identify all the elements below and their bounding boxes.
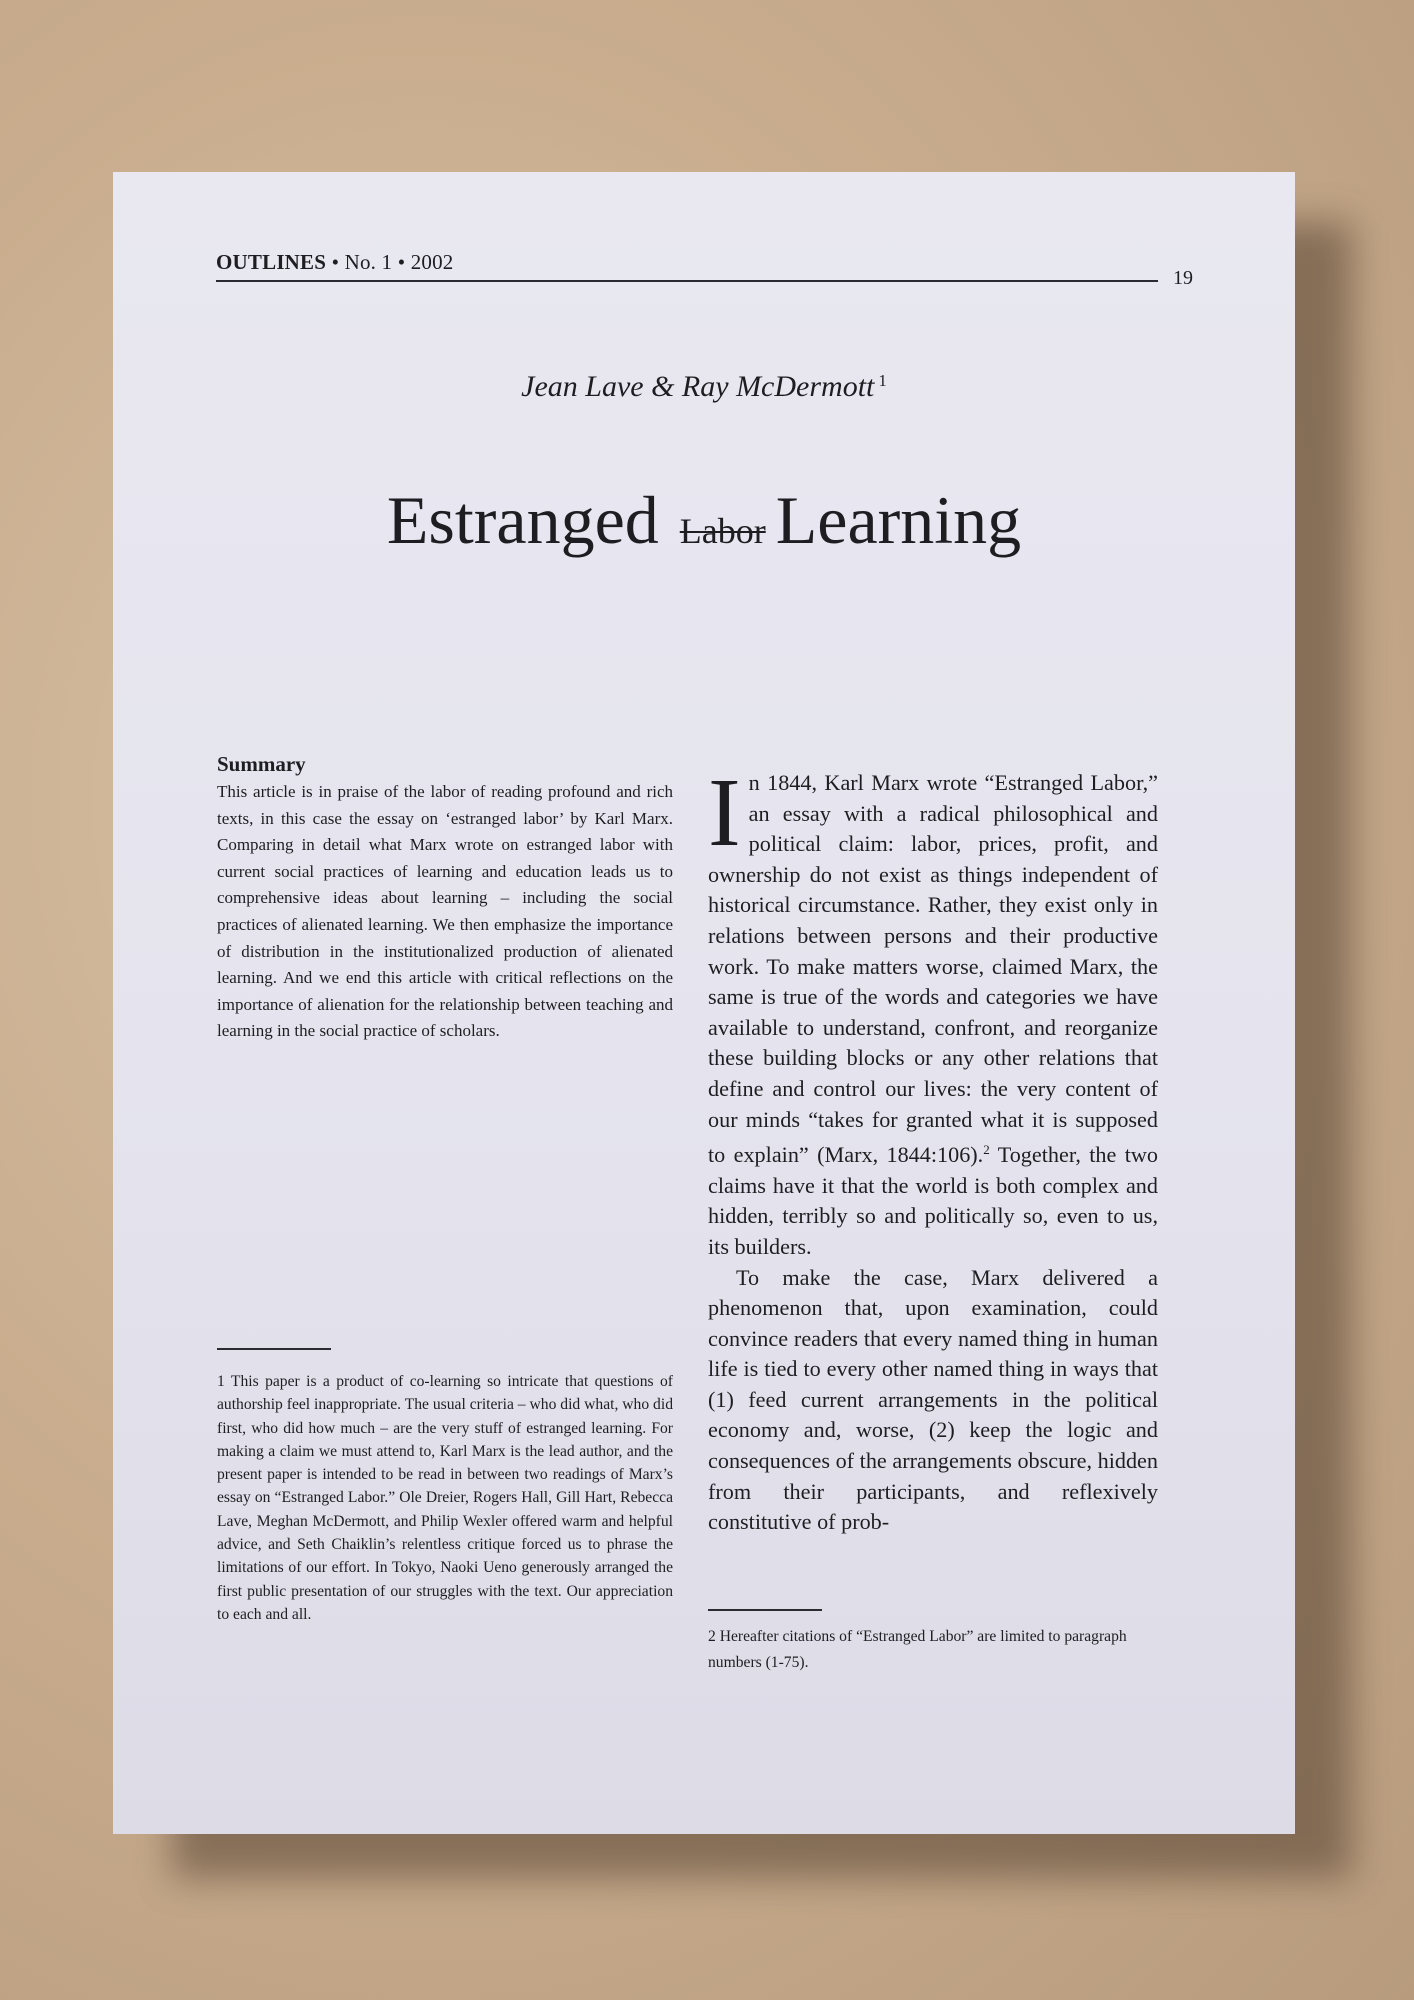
paragraph-1-end: Together, the two claims have it that the world is both complex and hidden, terribly so and politically so, even to us, its builders. [708,1142,1158,1259]
body-column [708,759,1158,1538]
journal-name: OUTLINES [216,250,327,274]
running-header [216,250,1158,282]
summary-heading: Summary [217,752,306,776]
footnote-rule-right [708,1609,822,1611]
author-names: Jean Lave & Ray McDermott [521,370,875,403]
title-word-learning: Learning [775,482,1022,558]
title-struck-word: Labor [679,511,766,551]
footnote-2: 2 Hereafter citations of “Estranged Labor” are limited to paragraph numbers (1-75). [708,1628,1127,1671]
footnote-marker-2: 2 [983,1142,990,1158]
paragraph-1-text: n 1844, Karl Marx wrote “Estranged Labor,” an essay with a radical philosophical and political claim: labor, prices, profit, and ownership do not exist as things independent of historical circumstance. Rather, they exist only in relations between persons and their productive work. To make matters worse, claimed Marx, the same is true of the words and categories we have available to understand, confront, and reorganize these building blocks or any other relations that define and control our lives: the very content of our minds “takes for granted what it is supposed to explain” (Marx, 1844:106). [708,770,1158,1168]
document-page [113,172,1295,1834]
title-word-estranged: Estranged [386,482,659,558]
article-title [113,482,1295,558]
body-paragraph-2: To make the case, Marx delivered a phenomenon that, upon examination, could convince readers that every named thing in human life is tied to every other named thing in ways that (1) feed current arrangements in the political economy and, worse, (2) keep the logic and consequences of the arrangements obscure, hidden from their participants, and reflexively constitutive of prob- [708,1264,1158,1535]
journal-citation [216,250,454,275]
page-number: 19 [1173,267,1193,289]
footnote-rule-left [217,1348,331,1350]
summary-text: This article is in praise of the labor of reading profound and rich texts, in this case the essay on ‘estranged labor’ by Karl Marx. Comparing in detail what Marx wrote on estranged labor with current social practices of learning and education leads us to comprehensive ideas about learning – including the social practices of alienated learning. We then emphasize the importance of distribution in the institutionalized production of alienated learning. And we end this article with critical reflections on the importance of alienation for the relationship between teaching and learning in the social practice of scholars. [217,782,673,1041]
article-authors [113,370,1295,404]
drop-cap: I [708,759,741,867]
body-paragraph-1 [708,759,1158,1263]
journal-issue: • No. 1 • 2002 [326,250,454,274]
footnote-1: 1 This paper is a product of co-learning so intricate that questions of authorship feel inappropriate. The usual criteria – who did what, who did first, who did how much – are the very stuff of estranged learning. For making a claim we must attend to, Karl Marx is the lead author, and the present paper is intended to be read in between two readings of Marx’s essay on “Estranged Labor.” Ole Dreier, Rogers Hall, Gill Hart, Rebecca Lave, Meghan McDermott, and Philip Wexler offered warm and helpful advice, and Seth Chaiklin’s relentless critique forced us to phrase the limitations of our effort. In Tokyo, Naoki Ueno generously arranged the first public presentation of our struggles with the text. Our appreciation to each and all. [217,1373,673,1623]
summary-section [217,752,673,1045]
author-footnote-marker: 1 [878,371,887,390]
